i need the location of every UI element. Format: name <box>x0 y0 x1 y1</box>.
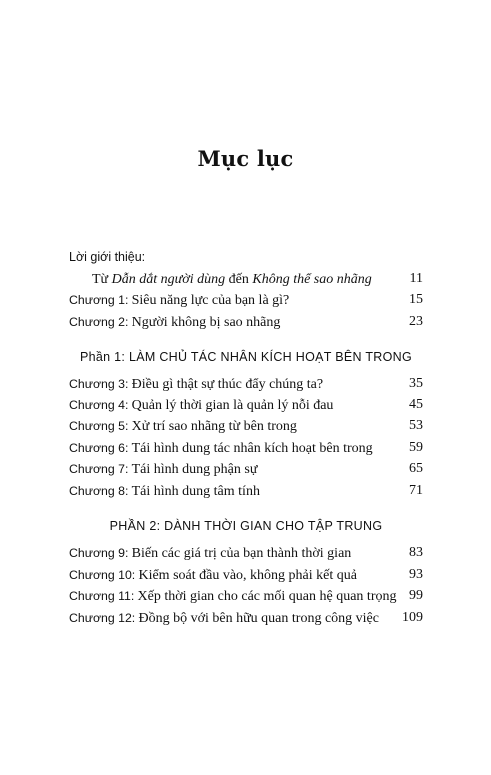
chapter-title: Điều gì thật sự thúc đẩy chúng ta? <box>131 377 324 392</box>
toc-entry-ch4 <box>69 395 423 415</box>
page-title: Mục lục <box>197 146 294 171</box>
chapter-title: Quản lý thời gian là quản lý nỗi đau <box>131 398 334 413</box>
chapter-page: 65 <box>409 461 423 476</box>
chapter-label: Chương 12: <box>69 611 136 625</box>
intro-label: Lời giới thiệu: <box>69 250 146 264</box>
intro-mid: đến <box>225 272 253 287</box>
toc-entry-ch12 <box>69 608 423 628</box>
intro-page: 11 <box>409 271 423 286</box>
chapter-label: Chương 6: <box>69 441 129 455</box>
chapter-label: Chương 5: <box>69 419 129 433</box>
chapter-page: 109 <box>402 610 423 625</box>
chapter-title: Siêu năng lực của bạn là gì? <box>131 293 290 308</box>
intro-prefix: Từ <box>92 272 112 287</box>
chapter-page: 99 <box>409 588 423 603</box>
toc-entry-ch7 <box>69 459 423 479</box>
chapter-title: Xử trí sao nhãng từ bên trong <box>131 419 297 434</box>
chapter-label: Chương 7: <box>69 462 129 476</box>
toc-entry-ch9 <box>69 543 423 563</box>
chapter-page: 35 <box>409 376 423 391</box>
chapter-page: 59 <box>409 440 423 455</box>
chapter-page: 23 <box>409 314 423 329</box>
chapter-label: Chương 4: <box>69 398 129 412</box>
toc-entry-ch10 <box>69 565 423 585</box>
chapter-label: Chương 11: <box>69 589 135 603</box>
chapter-page: 71 <box>409 483 423 498</box>
part1-heading: Phần 1: LÀM CHỦ TÁC NHÂN KÍCH HOẠT BÊN TRONG <box>79 350 413 364</box>
chapter-title: Tái hình dung tâm tính <box>131 484 260 499</box>
chapter-label: Chương 2: <box>69 315 129 329</box>
toc-entry-ch3 <box>69 374 423 394</box>
toc-entry-ch11 <box>69 586 423 606</box>
chapter-label: Chương 1: <box>69 293 129 307</box>
chapter-page: 15 <box>409 292 423 307</box>
toc-entry-ch8 <box>69 481 423 501</box>
toc-entry-ch2 <box>69 312 423 332</box>
toc-entry-ch1 <box>69 290 423 310</box>
chapter-label: Chương 3: <box>69 377 129 391</box>
chapter-title: Đồng bộ với bên hữu quan trong công việc <box>138 611 379 626</box>
chapter-title: Tái hình dung phận sự <box>131 462 258 477</box>
intro-entry <box>92 269 423 289</box>
chapter-title: Kiểm soát đầu vào, không phải kết quả <box>138 568 357 583</box>
chapter-page: 45 <box>409 397 423 412</box>
chapter-page: 93 <box>409 567 423 582</box>
chapter-label: Chương 8: <box>69 484 129 498</box>
chapter-title: Biến các giá trị của bạn thành thời gian <box>131 546 352 561</box>
chapter-title: Tái hình dung tác nhân kích hoạt bên trong <box>131 441 373 456</box>
intro-italic-1: Dẫn dắt người dùng <box>111 272 226 287</box>
intro-italic-2: Không thể sao nhãng <box>252 272 372 287</box>
chapter-label: Chương 9: <box>69 546 129 560</box>
part2-heading: PHẦN 2: DÀNH THỜI GIAN CHO TẬP TRUNG <box>109 519 383 533</box>
toc-entry-ch6 <box>69 438 423 458</box>
toc-entry-ch5 <box>69 416 423 436</box>
chapter-label: Chương 10: <box>69 568 136 582</box>
chapter-title: Người không bị sao nhãng <box>131 315 281 330</box>
chapter-title: Xếp thời gian cho các mối quan hệ quan trọng <box>137 589 397 604</box>
chapter-page: 83 <box>409 545 423 560</box>
chapter-page: 53 <box>409 418 423 433</box>
